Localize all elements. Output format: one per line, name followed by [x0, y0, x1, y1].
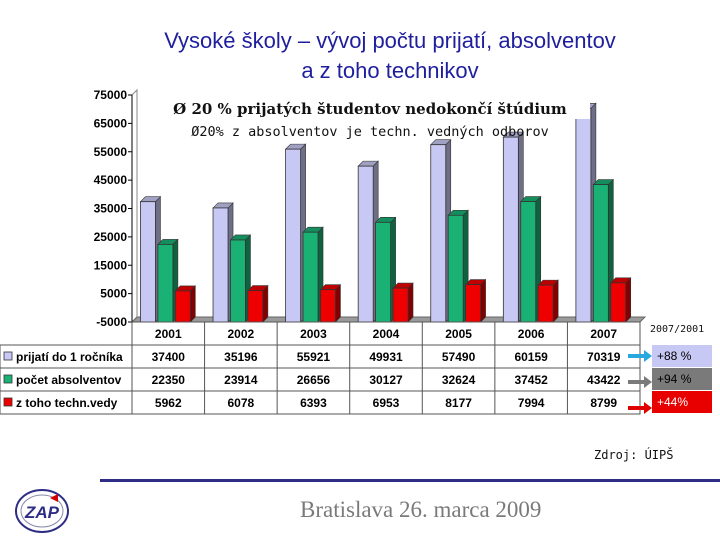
- y-tick-label: 5000: [100, 286, 127, 301]
- bar-po-et-absolventov-2001: [158, 239, 178, 322]
- bar-prijat-do-1-ro-n-ka-2004: [358, 161, 378, 322]
- bar-prijat-do-1-ro-n-ka-2003: [286, 144, 306, 322]
- footer-divider: [100, 479, 720, 482]
- legend-label: z toho techn.vedy: [16, 396, 118, 410]
- data-label: 55921: [296, 350, 331, 364]
- period-label: 2007/2001: [650, 324, 705, 335]
- growth-arrow-head: [644, 376, 652, 388]
- bar-z-toho-techn-vedy-2002: [248, 286, 268, 322]
- bar-prijat-do-1-ro-n-ka-2001: [140, 197, 160, 322]
- data-label: 49931: [369, 350, 403, 364]
- data-label: 43422: [587, 373, 621, 387]
- growth-technical: +44%: [652, 391, 712, 413]
- bar-z-toho-techn-vedy-2001: [175, 286, 195, 322]
- zap-logo-icon: [14, 488, 70, 534]
- bar-prijat-do-1-ro-n-ka-2006: [503, 132, 523, 322]
- data-label: 32624: [441, 373, 476, 387]
- growth-arrow-head: [644, 350, 652, 362]
- data-label: 6953: [372, 396, 400, 410]
- legend-label: prijatí do 1 ročníka: [16, 350, 123, 364]
- svg-text:ZAP: ZAP: [25, 503, 59, 522]
- legend-swatch: [4, 398, 12, 406]
- y-tick-label: 25000: [93, 229, 127, 244]
- x-tick-label: 2007: [590, 327, 618, 341]
- bar-po-et-absolventov-2004: [376, 217, 396, 322]
- source-label: Zdroj: ÚIPŠ: [594, 448, 674, 462]
- bar-prijat-do-1-ro-n-ka-2005: [431, 140, 451, 322]
- data-table: [0, 322, 640, 414]
- legend-label: počet absolventov: [16, 373, 122, 387]
- data-label: 35196: [224, 350, 258, 364]
- bar-po-et-absolventov-2005: [448, 210, 468, 322]
- title-line-2: a z toho technikov: [301, 58, 479, 83]
- footer-text: Bratislava 26. marca 2009: [300, 497, 542, 522]
- bar-z-toho-techn-vedy-2006: [538, 280, 558, 322]
- bar-prijat-do-1-ro-n-ka-2002: [213, 203, 233, 322]
- x-tick-label: 2003: [300, 327, 327, 341]
- data-label: 30127: [369, 373, 403, 387]
- data-label: 22350: [151, 373, 185, 387]
- y-tick-label: 35000: [93, 201, 127, 216]
- data-label: 23914: [224, 373, 258, 387]
- dropout-note: Ø 20 % prijatých študentov nedokončí štúdium: [150, 99, 590, 119]
- legend-swatch: [4, 352, 12, 360]
- bar-z-toho-techn-vedy-2005: [466, 280, 486, 322]
- bar-po-et-absolventov-2007: [593, 180, 613, 322]
- y-tick-label: -5000: [96, 315, 127, 329]
- bar-po-et-absolventov-2002: [230, 235, 250, 322]
- bar-po-et-absolventov-2003: [303, 227, 323, 322]
- data-label: 70319: [587, 350, 621, 364]
- data-label: 26656: [296, 373, 331, 387]
- x-tick-label: 2004: [372, 327, 400, 341]
- x-tick-label: 2006: [517, 327, 545, 341]
- y-tick-label: 55000: [93, 144, 127, 159]
- data-label: 8799: [590, 396, 618, 410]
- x-tick-label: 2005: [445, 327, 472, 341]
- data-label: 8177: [445, 396, 472, 410]
- bar-z-toho-techn-vedy-2004: [393, 283, 413, 322]
- data-label: 37452: [514, 373, 548, 387]
- data-label: 57490: [441, 350, 476, 364]
- bar-z-toho-techn-vedy-2003: [320, 285, 340, 322]
- growth-admitted: +88 %: [652, 345, 712, 367]
- data-label: 37400: [151, 350, 185, 364]
- data-label: 60159: [514, 350, 548, 364]
- bar-z-toho-techn-vedy-2007: [611, 278, 631, 322]
- bar-po-et-absolventov-2006: [521, 197, 541, 322]
- data-label: 6078: [227, 396, 255, 410]
- y-tick-label: 15000: [93, 258, 127, 273]
- y-tick-label: 45000: [93, 173, 127, 188]
- data-label: 5962: [154, 396, 182, 410]
- growth-arrow-head: [644, 402, 652, 414]
- data-label: 7994: [517, 396, 545, 410]
- growth-graduates: +94 %: [652, 368, 712, 390]
- x-tick-label: 2002: [227, 327, 255, 341]
- legend-swatch: [4, 375, 12, 383]
- y-tick-label: 65000: [93, 116, 127, 131]
- y-tick-label: 75000: [93, 88, 127, 102]
- side-wall: [132, 90, 137, 322]
- technical-note: Ø20% z absolventov je techn. vedných odborov: [191, 124, 549, 140]
- x-tick-label: 2001: [154, 327, 182, 341]
- title-line-1: Vysoké školy – vývoj počtu prijatí, absolventov: [164, 28, 616, 53]
- data-label: 6393: [300, 396, 327, 410]
